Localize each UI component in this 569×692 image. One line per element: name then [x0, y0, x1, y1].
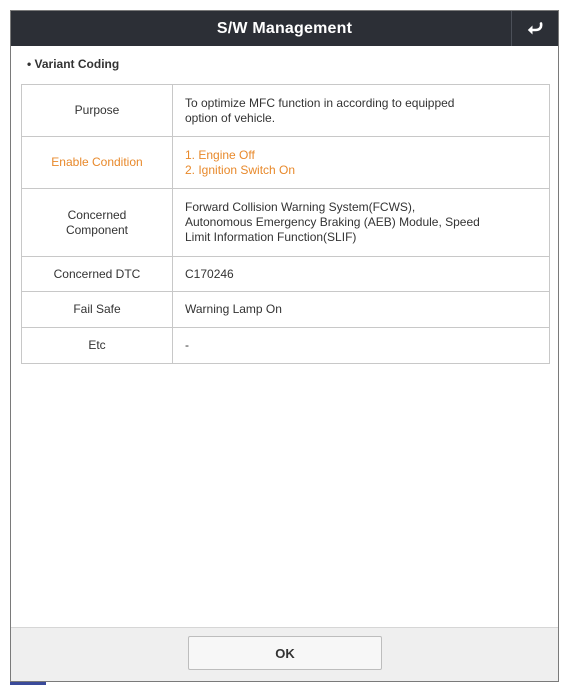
row-value	[173, 189, 550, 257]
back-button[interactable]	[511, 11, 558, 46]
table-row	[22, 189, 550, 257]
row-value: C170246	[173, 257, 550, 292]
title-bar	[11, 11, 558, 46]
table-row	[22, 292, 550, 328]
table-row	[22, 137, 550, 189]
row-label: Enable Condition	[22, 137, 173, 189]
value-line: 2. Ignition Switch On	[185, 162, 296, 177]
value-line: Forward Collision Warning System(FCWS),	[185, 200, 416, 214]
value-line: Autonomous Emergency Braking (AEB) Module, Speed	[185, 215, 480, 229]
value-line: 1. Engine Off	[185, 147, 255, 162]
row-label	[22, 189, 173, 257]
row-value	[173, 85, 550, 137]
info-table	[21, 84, 550, 364]
row-value	[173, 137, 550, 189]
row-label: Fail Safe	[22, 292, 173, 328]
row-label: Purpose	[22, 85, 173, 137]
window-corner-accent	[10, 682, 46, 685]
return-arrow-icon	[526, 22, 544, 36]
table-row	[22, 328, 550, 364]
table-row	[22, 257, 550, 292]
value-line: Limit Information Function(SLIF)	[185, 230, 357, 244]
row-value: Warning Lamp On	[173, 292, 550, 328]
label-line: Component	[65, 222, 129, 237]
row-value: -	[173, 328, 550, 364]
value-line: To optimize MFC function in according to equipped	[185, 95, 455, 110]
dialog-title: S/W Management	[216, 20, 353, 37]
value-line: option of vehicle.	[185, 110, 276, 125]
sw-management-dialog	[10, 10, 559, 682]
label-line: Concerned	[67, 207, 127, 222]
dialog-footer	[11, 627, 558, 681]
section-label: • Variant Coding	[27, 57, 120, 71]
ok-button[interactable]: OK	[188, 636, 382, 670]
row-label: Etc	[22, 328, 173, 364]
row-label: Concerned DTC	[22, 257, 173, 292]
table-row	[22, 85, 550, 137]
